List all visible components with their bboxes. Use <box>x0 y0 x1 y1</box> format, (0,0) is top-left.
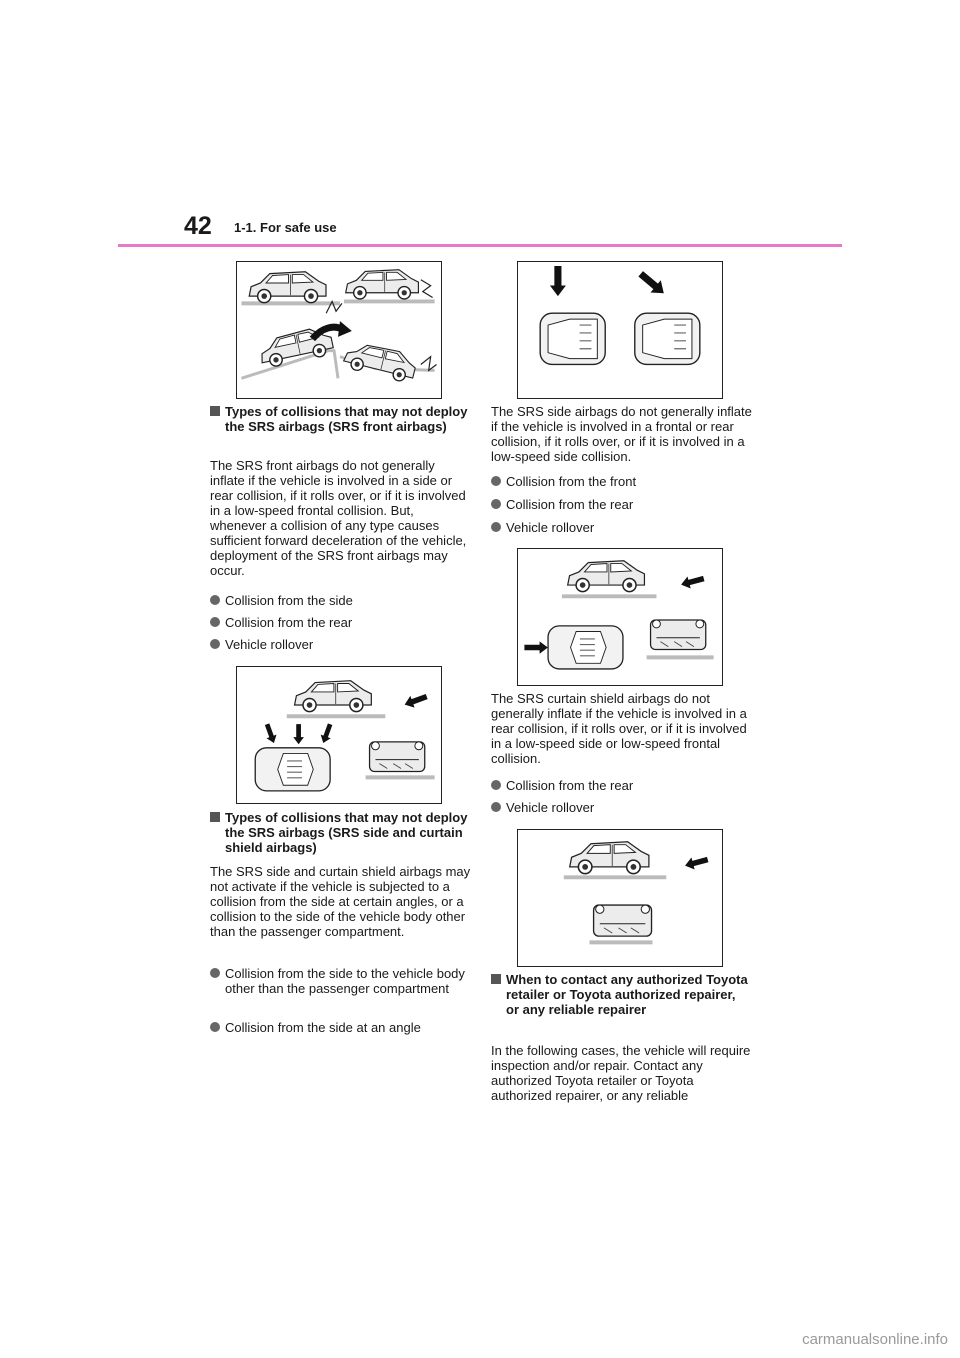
round-bullet-icon <box>491 780 501 790</box>
round-bullet-icon <box>210 1022 220 1032</box>
list-item: Vehicle rollover <box>210 637 472 652</box>
side-airbag-nondeploy-illustration <box>517 548 723 686</box>
side-curtain-airbag-heading: Types of collisions that may not deploy the SRS airbags (SRS side and curtain shield airbags) <box>210 810 468 855</box>
round-bullet-icon <box>491 476 501 486</box>
list-item: Collision from the side <box>210 593 472 608</box>
curtain-airbag-paragraph: The SRS curtain shield airbags do not generally inflate if the vehicle is involved in a rear collision, if it rolls over, or if it is involved in a low-speed side or low-speed frontal collision. <box>491 691 747 766</box>
list-item: Collision from the side to the vehicle body other than the passenger compartment <box>210 966 472 996</box>
square-bullet-icon <box>210 812 220 822</box>
front-airbag-paragraph: The SRS front airbags do not generally inflate if the vehicle is involved in a side or rear collision, if it rolls over, or if it is involved in a low-speed frontal collision. But, whenever a collision of any type causes sufficient forward deceleration of the vehicle, deployment of the SRS front airbags may occur. <box>210 458 467 578</box>
list-item: Collision from the rear <box>491 778 753 793</box>
list-item: Collision from the front <box>491 474 753 489</box>
round-bullet-icon <box>491 499 501 509</box>
side-angle-collision-illustration <box>517 261 723 399</box>
side-airbag-paragraph: The SRS side airbags do not generally inflate if the vehicle is involved in a frontal or rear collision, if it rolls over, or if it is involved in a low-speed side collision. <box>491 404 752 464</box>
round-bullet-icon <box>210 968 220 978</box>
watermark: carmanualsonline.info <box>802 1331 948 1348</box>
section-title: 1-1. For safe use <box>234 220 337 235</box>
round-bullet-icon <box>491 802 501 812</box>
curtain-airbag-nondeploy-illustration <box>517 829 723 967</box>
side-curtain-airbag-paragraph: The SRS side and curtain shield airbags may not activate if the vehicle is subjected to a collision from the side at certain angles, or a collision to the side of the vehicle body other than the passenger compartment. <box>210 864 471 939</box>
list-item: Collision from the rear <box>491 497 753 512</box>
list-item: Collision from the rear <box>210 615 472 630</box>
square-bullet-icon <box>210 406 220 416</box>
list-item: Collision from the side at an angle <box>210 1020 472 1035</box>
round-bullet-icon <box>210 617 220 627</box>
round-bullet-icon <box>491 522 501 532</box>
list-item: Vehicle rollover <box>491 800 753 815</box>
front-airbag-collision-illustration <box>236 261 442 399</box>
page-number: 42 <box>184 212 212 240</box>
contact-retailer-heading: When to contact any authorized Toyota retailer or Toyota authorized repairer, or any reliable repairer <box>491 972 749 1017</box>
contact-retailer-paragraph: In the following cases, the vehicle will require inspection and/or repair. Contact any authorized Toyota retailer or Toyota authorized repairer, or any reliable <box>491 1043 751 1103</box>
header-rule <box>118 244 842 247</box>
round-bullet-icon <box>210 595 220 605</box>
front-airbag-heading: Types of collisions that may not deploy the SRS airbags (SRS front airbags) <box>210 404 468 434</box>
front-airbag-nondeploy-illustration <box>236 666 442 804</box>
round-bullet-icon <box>210 639 220 649</box>
square-bullet-icon <box>491 974 501 984</box>
list-item: Vehicle rollover <box>491 520 753 535</box>
